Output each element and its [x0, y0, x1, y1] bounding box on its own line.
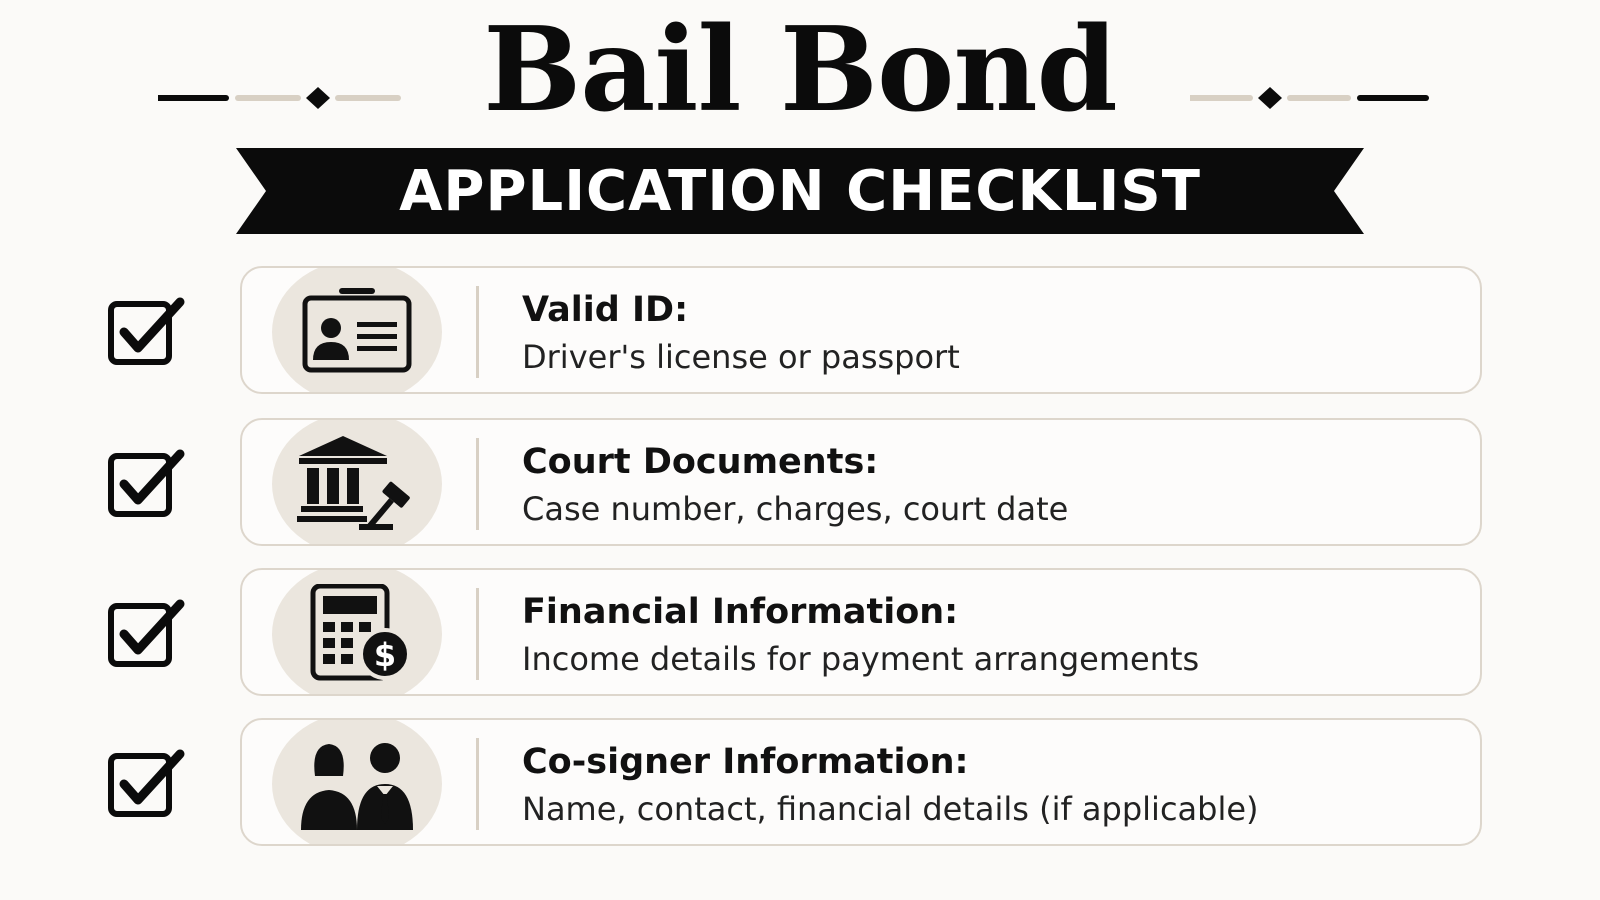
divider [476, 438, 479, 530]
item-description: Driver's license or passport [522, 338, 960, 376]
item-description: Case number, charges, court date [522, 490, 1069, 528]
divider [476, 286, 479, 378]
checklist-card [240, 568, 1482, 696]
icon-badge [272, 418, 442, 546]
item-description: Income details for payment arrangements [522, 640, 1200, 678]
icon-badge [272, 718, 442, 846]
checklist-item [0, 418, 1600, 548]
page-title: Bail Bond [483, 2, 1117, 138]
item-title: Valid ID: [522, 290, 689, 330]
id-card-icon [297, 282, 417, 382]
item-description: Name, contact, financial details (if applicable) [522, 790, 1259, 828]
checkbox-checked-icon[interactable] [108, 296, 186, 368]
checkbox-checked-icon[interactable] [108, 598, 186, 670]
item-title: Financial Information: [522, 592, 959, 632]
svg-text:$: $ [373, 636, 397, 674]
subtitle-text: APPLICATION CHECKLIST [399, 158, 1201, 224]
two-people-icon [297, 734, 417, 834]
checklist-item [0, 266, 1600, 396]
checklist-item [0, 568, 1600, 698]
item-title: Court Documents: [522, 442, 879, 482]
checklist-card [240, 266, 1482, 394]
checklist-card [240, 418, 1482, 546]
divider [476, 738, 479, 830]
calculator-dollar-icon [297, 584, 417, 684]
icon-badge [272, 266, 442, 394]
divider [476, 588, 479, 680]
checklist-item [0, 718, 1600, 848]
checklist-card [240, 718, 1482, 846]
icon-badge [272, 568, 442, 696]
checkbox-checked-icon[interactable] [108, 448, 186, 520]
courthouse-gavel-icon [297, 434, 417, 534]
item-title: Co-signer Information: [522, 742, 969, 782]
checkbox-checked-icon[interactable] [108, 748, 186, 820]
